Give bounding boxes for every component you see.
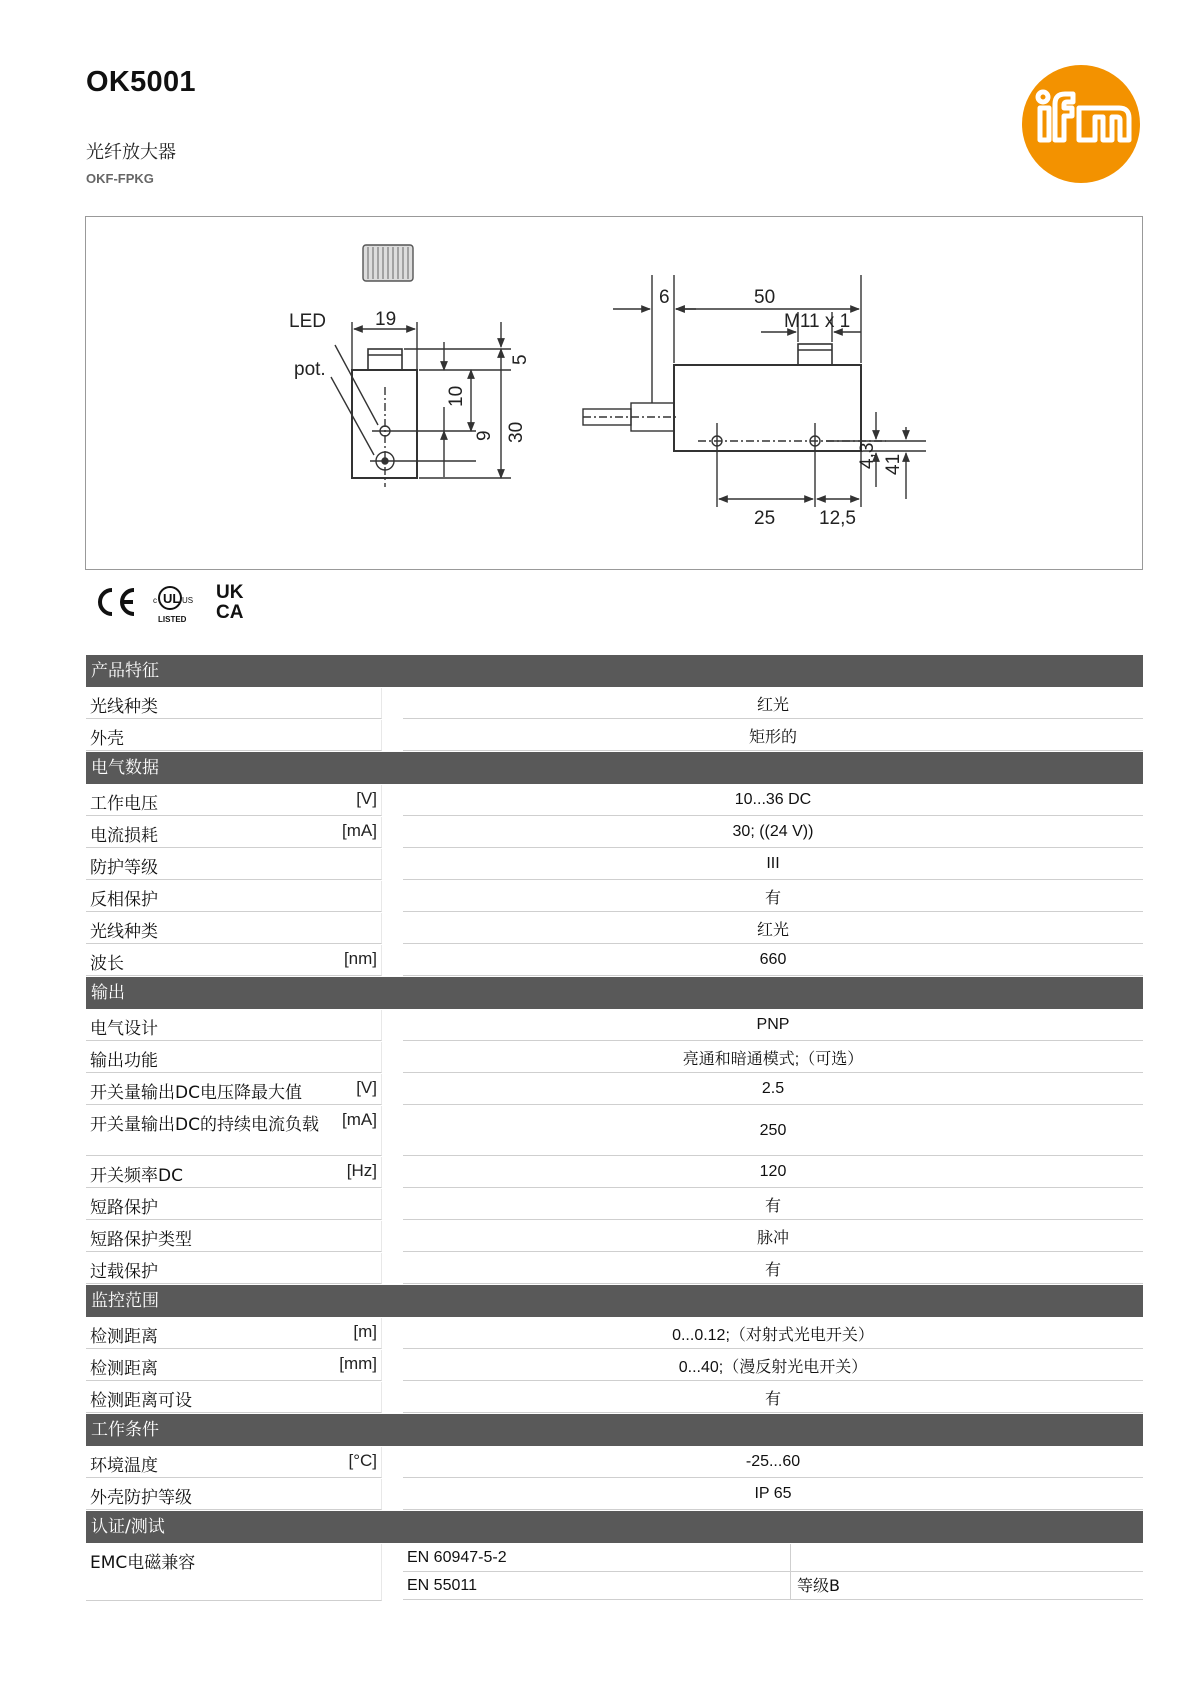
spec-row	[86, 849, 1143, 880]
spec-row	[86, 817, 1143, 848]
svg-text:ifm: ifm	[1081, 176, 1083, 177]
spec-gap	[382, 1544, 403, 1601]
dimension-drawing-svg	[86, 217, 1142, 569]
spec-row	[86, 688, 1143, 719]
spec-unit: [nm]	[343, 949, 377, 968]
spec-label	[86, 1074, 382, 1105]
svg-text:9: 9	[474, 430, 495, 441]
spec-gap	[382, 1382, 403, 1413]
spec-label	[86, 1382, 382, 1413]
spec-row	[86, 1253, 1143, 1284]
svg-text:US: US	[182, 596, 194, 605]
spec-gap	[382, 1189, 403, 1220]
spec-label	[86, 817, 382, 848]
spec-value: 660	[403, 945, 1143, 976]
spec-gap	[382, 1074, 403, 1105]
spec-label-text: 开关量输出DC的持续电流负载	[90, 1115, 319, 1135]
spec-label	[86, 881, 382, 912]
section-header: 产品特征	[86, 655, 1143, 687]
spec-unit: [mA]	[342, 1110, 377, 1129]
spec-label	[86, 688, 382, 719]
svg-text:50: 50	[754, 287, 776, 308]
spec-gap	[382, 849, 403, 880]
spec-gap	[382, 1010, 403, 1041]
spec-label-text: 光线种类	[90, 697, 158, 717]
spec-row	[86, 1189, 1143, 1220]
product-code: OKF-FPKG	[86, 171, 154, 186]
svg-text:pot.: pot.	[294, 359, 326, 380]
spec-value: 有	[403, 1189, 1143, 1220]
spec-value: IP 65	[403, 1479, 1143, 1510]
svg-text:5: 5	[510, 354, 531, 365]
svg-text:25: 25	[754, 508, 776, 529]
ce-mark-icon	[100, 590, 134, 614]
spec-gap	[382, 785, 403, 816]
spec-label-text: 检测距离	[90, 1359, 158, 1379]
spec-unit: [V]	[356, 789, 377, 808]
spec-gap	[382, 688, 403, 719]
spec-gap	[382, 1479, 403, 1510]
spec-gap	[382, 720, 403, 751]
spec-row	[86, 1382, 1143, 1413]
ukca-mark-icon	[216, 582, 244, 623]
spec-label-text: 反相保护	[90, 890, 158, 910]
spec-value: 250	[403, 1106, 1143, 1156]
certification-marks	[90, 578, 270, 628]
spec-unit: [mm]	[339, 1354, 377, 1373]
specification-table	[86, 655, 1143, 1602]
spec-label	[86, 1318, 382, 1349]
spec-unit: [mA]	[342, 821, 377, 840]
spec-row	[86, 1074, 1143, 1105]
dimension-labels	[289, 287, 904, 529]
spec-value: 有	[403, 1253, 1143, 1284]
spec-label-text: 波长	[90, 954, 124, 974]
spec-unit: [V]	[356, 1078, 377, 1097]
spec-row	[86, 881, 1143, 912]
spec-gap	[382, 913, 403, 944]
culus-listed-icon	[153, 587, 193, 624]
spec-row	[86, 1157, 1143, 1188]
spec-value: 0...0.12;（对射式光电开关）	[403, 1318, 1143, 1349]
spec-row	[86, 1042, 1143, 1073]
spec-label	[86, 1010, 382, 1041]
spec-label	[86, 945, 382, 976]
spec-value: 亮通和暗通模式;（可选）	[403, 1042, 1143, 1073]
section-header: 工作条件	[86, 1414, 1143, 1446]
svg-text:LED: LED	[289, 311, 326, 332]
spec-label	[86, 1447, 382, 1478]
emc-standard-row	[403, 1572, 1143, 1600]
spec-label-text: 电流损耗	[90, 826, 158, 846]
svg-text:30: 30	[506, 421, 527, 443]
spec-label-text: 检测距离可设	[90, 1391, 192, 1411]
spec-gap	[382, 817, 403, 848]
spec-value: -25...60	[403, 1447, 1143, 1478]
spec-label-text: 过载保护	[90, 1262, 158, 1282]
spec-row	[86, 1479, 1143, 1510]
spec-value: 0...40;（漫反射光电开关）	[403, 1350, 1143, 1381]
spec-value: 红光	[403, 913, 1143, 944]
section-header: 输出	[86, 977, 1143, 1009]
spec-label	[86, 913, 382, 944]
svg-text:4,3: 4,3	[857, 442, 878, 469]
spec-row	[86, 1010, 1143, 1041]
emc-standards	[403, 1544, 1143, 1601]
spec-label	[86, 1157, 382, 1188]
spec-label	[86, 1350, 382, 1381]
spec-unit: [Hz]	[346, 1161, 377, 1180]
svg-text:41: 41	[883, 453, 904, 475]
spec-label-text: 电气设计	[90, 1019, 158, 1039]
emc-row	[86, 1544, 1143, 1601]
spec-label-text: 短路保护	[90, 1198, 158, 1218]
emc-standard: EN 55011	[403, 1572, 791, 1599]
spec-label	[86, 720, 382, 751]
spec-label	[86, 1106, 382, 1156]
spec-unit: [°C]	[348, 1451, 377, 1470]
spec-value: 脉冲	[403, 1221, 1143, 1252]
spec-value: PNP	[403, 1010, 1143, 1041]
spec-unit: [m]	[353, 1322, 377, 1341]
spec-row	[86, 945, 1143, 976]
emc-note: 等级B	[797, 1576, 840, 1595]
spec-value: 有	[403, 881, 1143, 912]
spec-row	[86, 1221, 1143, 1252]
spec-gap	[382, 1157, 403, 1188]
spec-label	[86, 1189, 382, 1220]
spec-gap	[382, 1447, 403, 1478]
spec-gap	[382, 1350, 403, 1381]
svg-text:12,5: 12,5	[819, 508, 856, 529]
spec-label-text: 防护等级	[90, 858, 158, 878]
svg-text:LISTED: LISTED	[158, 615, 187, 624]
spec-label-text: 环境温度	[90, 1456, 158, 1476]
spec-label-text: 检测距离	[90, 1327, 158, 1347]
spec-label-text: 光线种类	[90, 922, 158, 942]
spec-value: 矩形的	[403, 720, 1143, 751]
spec-label-text: 外壳	[90, 729, 124, 749]
spec-row	[86, 1106, 1143, 1156]
spec-value: 有	[403, 1382, 1143, 1413]
spec-row	[86, 1318, 1143, 1349]
product-subtitle: 光纤放大器	[86, 142, 176, 163]
svg-text:UL: UL	[163, 591, 181, 606]
spec-gap	[382, 1106, 403, 1156]
svg-text:M11 x 1: M11 x 1	[784, 311, 851, 332]
spec-value: 120	[403, 1157, 1143, 1188]
svg-text:6: 6	[659, 287, 670, 308]
emc-standard-row	[403, 1544, 1143, 1572]
spec-label-text: 短路保护类型	[90, 1230, 192, 1250]
svg-text:10: 10	[446, 385, 467, 407]
spec-row	[86, 913, 1143, 944]
spec-label	[86, 1479, 382, 1510]
spec-gap	[382, 1221, 403, 1252]
product-title: OK5001	[86, 66, 196, 98]
emc-note	[791, 1544, 1143, 1571]
spec-label	[86, 1221, 382, 1252]
spec-value: III	[403, 849, 1143, 880]
spec-row	[86, 1350, 1143, 1381]
spec-label	[86, 785, 382, 816]
ifm-logo	[1021, 64, 1141, 184]
section-header: 监控范围	[86, 1285, 1143, 1317]
svg-text:19: 19	[375, 309, 397, 330]
spec-label-text: 工作电压	[90, 794, 158, 814]
spec-label	[86, 1042, 382, 1073]
spec-gap	[382, 881, 403, 912]
spec-gap	[382, 1318, 403, 1349]
spec-row	[86, 720, 1143, 751]
spec-label-text: 输出功能	[90, 1051, 158, 1071]
spec-gap	[382, 1253, 403, 1284]
spec-label-text: 开关频率DC	[90, 1166, 183, 1186]
section-header: 电气数据	[86, 752, 1143, 784]
spec-row	[86, 1447, 1143, 1478]
spec-gap	[382, 945, 403, 976]
dimension-drawing	[85, 216, 1143, 570]
spec-label-text: EMC电磁兼容	[90, 1553, 196, 1573]
spec-label-text: 外壳防护等级	[90, 1488, 192, 1508]
svg-text:c: c	[153, 596, 157, 605]
spec-label	[86, 1253, 382, 1284]
spec-value: 2.5	[403, 1074, 1143, 1105]
spec-value: 10...36 DC	[403, 785, 1143, 816]
section-header: 认证/测试	[86, 1511, 1143, 1543]
spec-label-text: 开关量输出DC电压降最大值	[90, 1083, 302, 1103]
spec-label	[86, 1544, 382, 1601]
svg-text:CA: CA	[216, 602, 244, 623]
spec-label	[86, 849, 382, 880]
spec-gap	[382, 1042, 403, 1073]
svg-text:UK: UK	[216, 582, 244, 603]
spec-value: 红光	[403, 688, 1143, 719]
emc-standard: EN 60947-5-2	[403, 1544, 791, 1571]
spec-value: 30; ((24 V))	[403, 817, 1143, 848]
spec-row	[86, 785, 1143, 816]
